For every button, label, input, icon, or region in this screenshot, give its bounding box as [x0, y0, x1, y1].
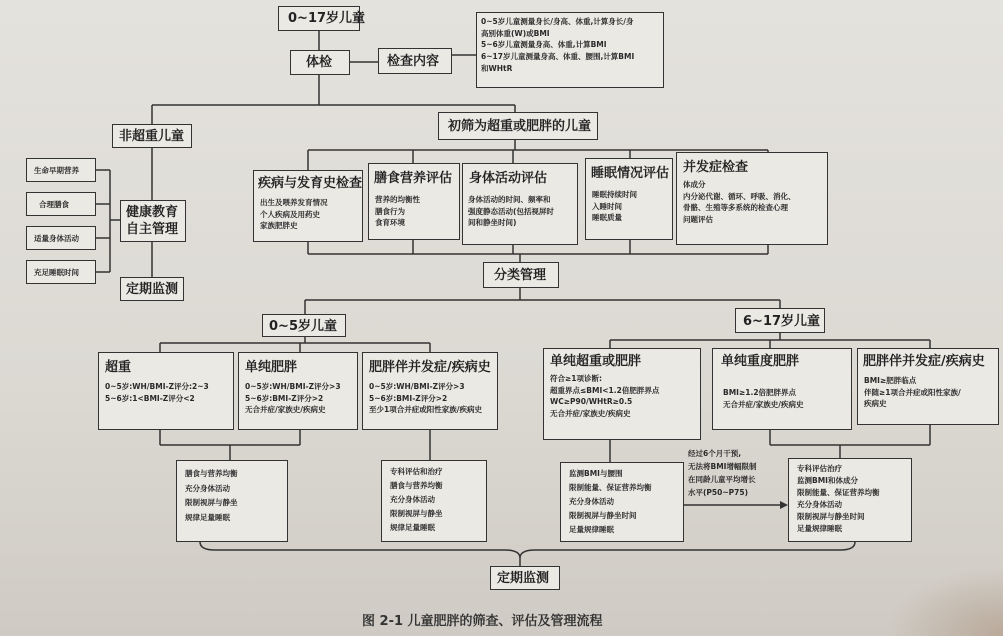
- left-item-label: 合理膳食: [39, 200, 69, 209]
- plan-4: [788, 458, 912, 542]
- assessment-line: 睡眠质量: [592, 213, 622, 223]
- cat-title: 单纯重度肥胖: [721, 354, 800, 369]
- root-box: [278, 6, 366, 31]
- plan-line: 专科评估治疗: [797, 464, 842, 473]
- check-line: 高别体重(W)或BMI: [481, 28, 550, 38]
- root-label: 0~17岁儿童: [288, 11, 366, 26]
- assessment-line: 营养的均衡性: [375, 195, 420, 204]
- regular-left-label: 定期监测: [126, 282, 179, 297]
- plan-line: 膳食与营养均衡: [390, 480, 443, 490]
- check-line: 5~6岁儿童测量身高、体重,计算BMI: [481, 40, 607, 50]
- age-0-5-label: 0~5岁儿童: [269, 319, 337, 334]
- assessment-line: 内分泌代谢、循环、呼吸、消化、: [683, 191, 796, 201]
- assessment-line: 睡眠持续时间: [592, 190, 637, 199]
- assessment-line: 入睡时间: [592, 201, 622, 211]
- cat-title: 单纯超重或肥胖: [550, 354, 642, 369]
- cat-line: 0~5岁:WH/BMI-Z评分>3: [369, 382, 465, 391]
- assessment-line: 问题评估: [683, 214, 713, 224]
- age-6-17-box: [735, 308, 825, 333]
- cat-line: 无合并症/家族史/疾病史: [245, 405, 326, 415]
- assessment-activity: [462, 163, 578, 245]
- cat-overweight: [98, 352, 234, 430]
- note-line: 水平(P50~P75): [688, 488, 749, 498]
- assessment-diet: [368, 163, 460, 240]
- assessment-line: 膳食行为: [375, 206, 405, 216]
- plan-3: [560, 462, 684, 542]
- left-item-1: [26, 158, 96, 182]
- plan-line: 监测BMI和体成分: [797, 476, 858, 485]
- cat-line: BMI≥肥胖临点: [864, 376, 917, 385]
- cat-line: 5~6岁:BMI-Z评分>2: [245, 393, 324, 403]
- age-6-17-label: 6~17岁儿童: [743, 314, 821, 329]
- assessment-title: 疾病与发育史检查: [258, 176, 363, 191]
- plan-line: 监测BMI与腰围: [569, 469, 623, 478]
- cat-line: 超重界点≤BMI<1.2倍肥胖界点: [550, 385, 660, 395]
- assessment-title: 并发症检查: [683, 160, 749, 175]
- check-line: 0~5岁儿童测量身长/身高、体重,计算身长/身: [481, 17, 634, 26]
- screen-label: 初筛为超重或肥胖的儿童: [448, 119, 592, 134]
- check-line: 和WHtR: [481, 63, 513, 73]
- assessment-line: 体成分: [683, 180, 706, 189]
- check-content-label: 检查内容: [387, 54, 440, 69]
- check-line: 6~17岁儿童测量身高、体重、腰围,计算BMI: [481, 51, 635, 61]
- left-item-3: [26, 226, 96, 250]
- left-item-label: 生命早期营养: [34, 166, 79, 175]
- plan-line: 限制视屏与静坐时间: [569, 510, 637, 520]
- plan-line: 足量规律睡眠: [797, 524, 842, 533]
- check-content-detail-box: [476, 12, 664, 88]
- age-0-5-box: [262, 314, 346, 337]
- plan-line: 限制视屏与静坐时间: [797, 512, 865, 521]
- intervention-note: [688, 447, 756, 500]
- non-overweight-box: [112, 124, 192, 148]
- assessment-line: 身体活动的时间、频率和: [468, 195, 551, 204]
- plan-line: 规律足量睡眠: [185, 512, 230, 522]
- screen-box: [438, 112, 598, 140]
- cat-obesity-complication: [362, 352, 498, 430]
- plan-line: 规律足量睡眠: [390, 522, 435, 532]
- cat-title: 超重: [105, 360, 132, 375]
- non-overweight-label: 非超重儿童: [119, 129, 185, 144]
- note-line: 在同龄儿童平均增长: [688, 475, 756, 485]
- plan-line: 限制视屏与静坐: [390, 508, 443, 518]
- plan-line: 限制能量、保证营养均衡: [569, 482, 652, 492]
- cat-line: 0~5岁:WH/BMI-Z评分>3: [245, 382, 341, 391]
- cat-line: BMI≥1.2倍肥胖界点: [723, 388, 797, 397]
- assessment-disease: [253, 170, 363, 242]
- cat-title: 肥胖伴并发症/疾病史: [369, 360, 491, 375]
- finger-shadow: [883, 566, 1003, 636]
- cat-title: 肥胖伴并发症/疾病史: [863, 354, 985, 369]
- cat-line: 0~5岁:WH/BMI-Z评分:2~3: [105, 382, 209, 391]
- left-item-4: [26, 260, 96, 284]
- assessment-title: 睡眠情况评估: [591, 166, 670, 181]
- plan-line: 充分身体活动: [797, 500, 842, 509]
- assessment-sleep: [585, 158, 673, 240]
- regular-bottom-label: 定期监测: [497, 571, 550, 586]
- assessment-line: 骨骼、生殖等多系统的检查心理: [683, 203, 788, 213]
- cat-line: 符合≥1项诊断:: [550, 374, 603, 383]
- assessment-title: 膳食营养评估: [374, 171, 453, 186]
- plan-line: 充分身体活动: [185, 483, 230, 493]
- assessment-line: 强度静态活动(包括视屏时: [468, 206, 554, 216]
- left-item-label: 充足睡眠时间: [34, 268, 79, 277]
- check-content-box: [378, 48, 452, 74]
- cat-title: 单纯肥胖: [245, 360, 298, 375]
- exam-box: [290, 50, 350, 75]
- regular-bottom-box: [490, 566, 560, 590]
- assessment-line: 个人疾病及用药史: [260, 209, 320, 219]
- exam-label: 体检: [306, 55, 333, 70]
- classify-box: [483, 262, 559, 288]
- plan-line: 限制视屏与静坐: [185, 498, 238, 508]
- health-edu-line: 自主管理: [126, 222, 179, 237]
- cat-severe-obesity: [712, 348, 852, 430]
- assessment-line: 间和静坐时间): [468, 218, 517, 228]
- cat-line: 5~6岁:BMI-Z评分>2: [369, 393, 448, 403]
- cat-line: 至少1项合并症或阳性家族/疾病史: [369, 405, 482, 415]
- classify-label: 分类管理: [494, 268, 547, 283]
- cat-simple-obesity: [238, 352, 358, 430]
- plan-line: 充分身体活动: [390, 494, 435, 504]
- note-line: 无法将BMI增幅限制: [688, 462, 757, 472]
- cat-line: 5~6岁:1<BMI-Z评分<2: [105, 393, 195, 403]
- cat-line: 无合并症/家族史/疾病史: [723, 399, 804, 409]
- check-content-lines: [481, 16, 634, 74]
- assessment-line: 出生及喂养发育情况: [260, 198, 328, 207]
- assessment-title: 身体活动评估: [469, 171, 548, 186]
- cat-line: 疾病史: [864, 399, 887, 409]
- assessment-line: 食育环境: [375, 218, 405, 228]
- plan-2: [381, 460, 487, 542]
- figure-caption: 图 2-1 儿童肥胖的筛查、评估及管理流程: [362, 614, 603, 629]
- plan-1: [176, 460, 288, 542]
- plan-line: 限制能量、保证营养均衡: [797, 488, 880, 497]
- plan-line: 膳食与营养均衡: [185, 469, 238, 478]
- cat-line: 伴随≥1项合并症或阳性家族/: [864, 387, 961, 397]
- plan-line: 专科评估和治疗: [390, 467, 443, 476]
- assessment-line: 家族肥胖史: [260, 221, 298, 231]
- left-item-label: 适量身体活动: [34, 234, 79, 243]
- health-edu-box: [120, 200, 186, 242]
- regular-left-box: [120, 277, 184, 301]
- cat-line: 无合并症/家族史/疾病史: [550, 408, 631, 418]
- plan-line: 足量规律睡眠: [569, 524, 614, 534]
- cat-line: WC≥P90/WHtR≥0.5: [550, 397, 633, 407]
- assessment-complication: [676, 152, 828, 245]
- cat-obesity-complication-6-17: [857, 348, 999, 425]
- left-item-2: [26, 192, 96, 216]
- plan-line: 充分身体活动: [569, 496, 614, 506]
- cat-simple-overweight-obesity: [543, 348, 701, 440]
- note-line: 经过6个月干预,: [688, 449, 742, 458]
- health-edu-line: 健康教育: [126, 205, 179, 220]
